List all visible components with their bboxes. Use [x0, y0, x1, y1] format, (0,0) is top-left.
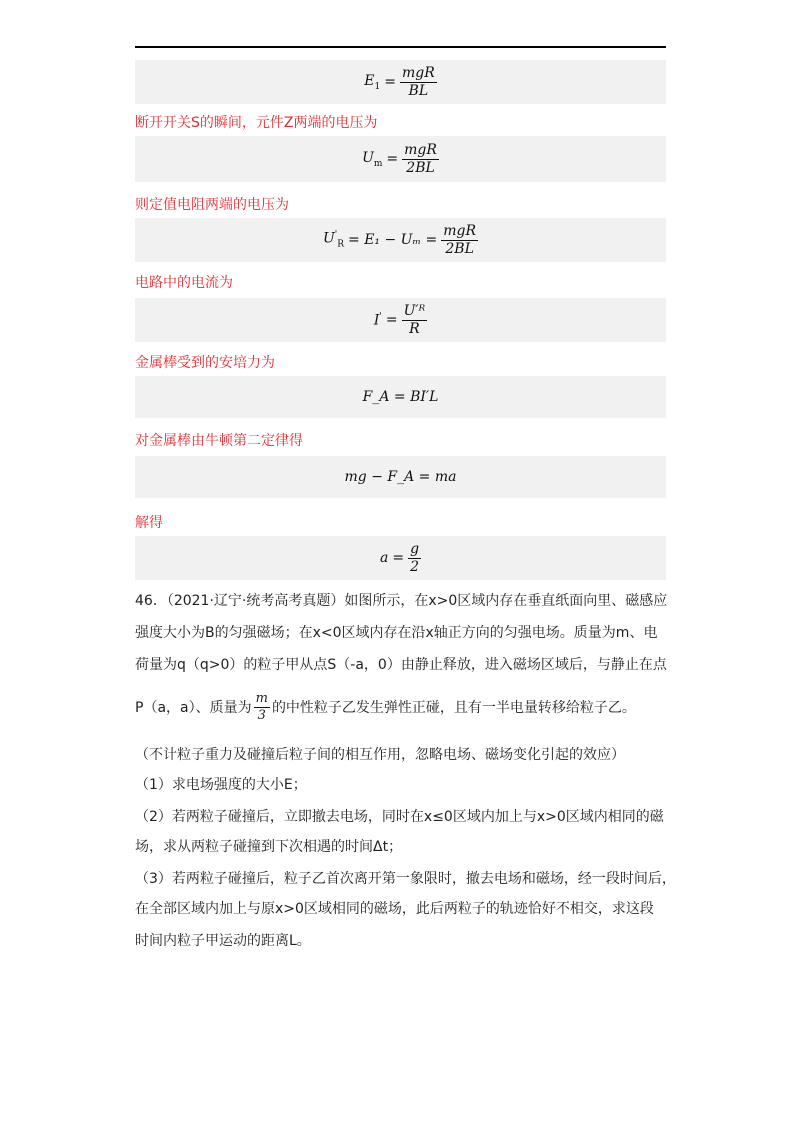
- equation-box-2: [135, 136, 666, 182]
- equation-e3: $U'_R$ = E₁ − Uₘ = $\frac{\text{mgR}}{2BL}$: [322, 222, 477, 257]
- label-3: 电路中的电流为: [135, 275, 233, 291]
- label-2: 则定值电阻两端的电压为: [135, 197, 289, 213]
- question-line-7: （2）若两粒子碰撞后，立即撤去电场，同时在x≤0区域内加上与x>0区域内相同的磁: [135, 809, 664, 825]
- equation-box-7: [135, 536, 666, 580]
- question-line-4-a: P（a，a）、质量为: [135, 700, 252, 717]
- question-line-3: 荷量为q（q>0）的粒子甲从点S（-a，0）由静止释放，进入磁场区域后，与静止在点: [135, 657, 667, 673]
- question-line-4-b: 的中性粒子乙发生弹性正碰，且有一半电量转移给粒子乙。: [271, 700, 636, 717]
- fraction-m-over-3: $\frac{m}{3}$: [255, 691, 268, 723]
- equation-box-5: [135, 376, 666, 418]
- question-line-9: （3）若两粒子碰撞后，粒子乙首次离开第一象限时，撤去电场和磁场，经一段时间后，: [135, 871, 676, 887]
- label-4: 金属棒受到的安培力为: [135, 355, 275, 371]
- question-line-1: 46．（2021·辽宁·统考高考真题）如图所示，在x>0区域内存在垂直纸面向里、磁感应: [135, 593, 668, 609]
- equation-box-1: [135, 60, 666, 104]
- equation-box-6: [135, 456, 666, 498]
- question-line-5: （不计粒子重力及碰撞后粒子间的相互作用，忽略电场、磁场变化引起的效应）: [135, 747, 625, 763]
- question-line-4: [135, 692, 675, 722]
- question-line-10: 在全部区域内加上与原x>0区域相同的磁场，此后两粒子的轨迹恰好不相交，求这段: [135, 901, 654, 917]
- equation-e7: a = $\frac{g}{2}$: [379, 540, 420, 575]
- question-line-8: 场，求从两粒子碰撞到下次相遇的时间Δt；: [135, 839, 403, 855]
- equation-e2: $U_m$ = $\frac{\text{mgR}}{2BL}$: [362, 141, 437, 176]
- question-line-11: 时间内粒子甲运动的距离L。: [135, 933, 311, 949]
- equation-e1: $E_1$ = $\frac{\text{mgR}}{BL}$: [364, 64, 435, 99]
- equation-box-3: [135, 218, 666, 262]
- question-line-6: （1）求电场强度的大小E；: [135, 777, 307, 793]
- equation-e6: mg − F_A = ma: [344, 469, 457, 485]
- top-rule: [135, 46, 666, 48]
- label-5: 对金属棒由牛顿第二定律得: [135, 433, 303, 449]
- equation-e4: I' = $\frac{\text{U′ᴿ}}{R}$: [373, 302, 426, 337]
- equation-e5: F_A = BI′L: [362, 389, 439, 405]
- equation-box-4: [135, 298, 666, 342]
- label-1: 断开开关S的瞬间，元件Z两端的电压为: [135, 115, 378, 131]
- label-6: 解得: [135, 515, 163, 531]
- question-line-2: 强度大小为B的匀强磁场；在x<0区域内存在沿x轴正方向的匀强电场。质量为m、电: [135, 625, 658, 641]
